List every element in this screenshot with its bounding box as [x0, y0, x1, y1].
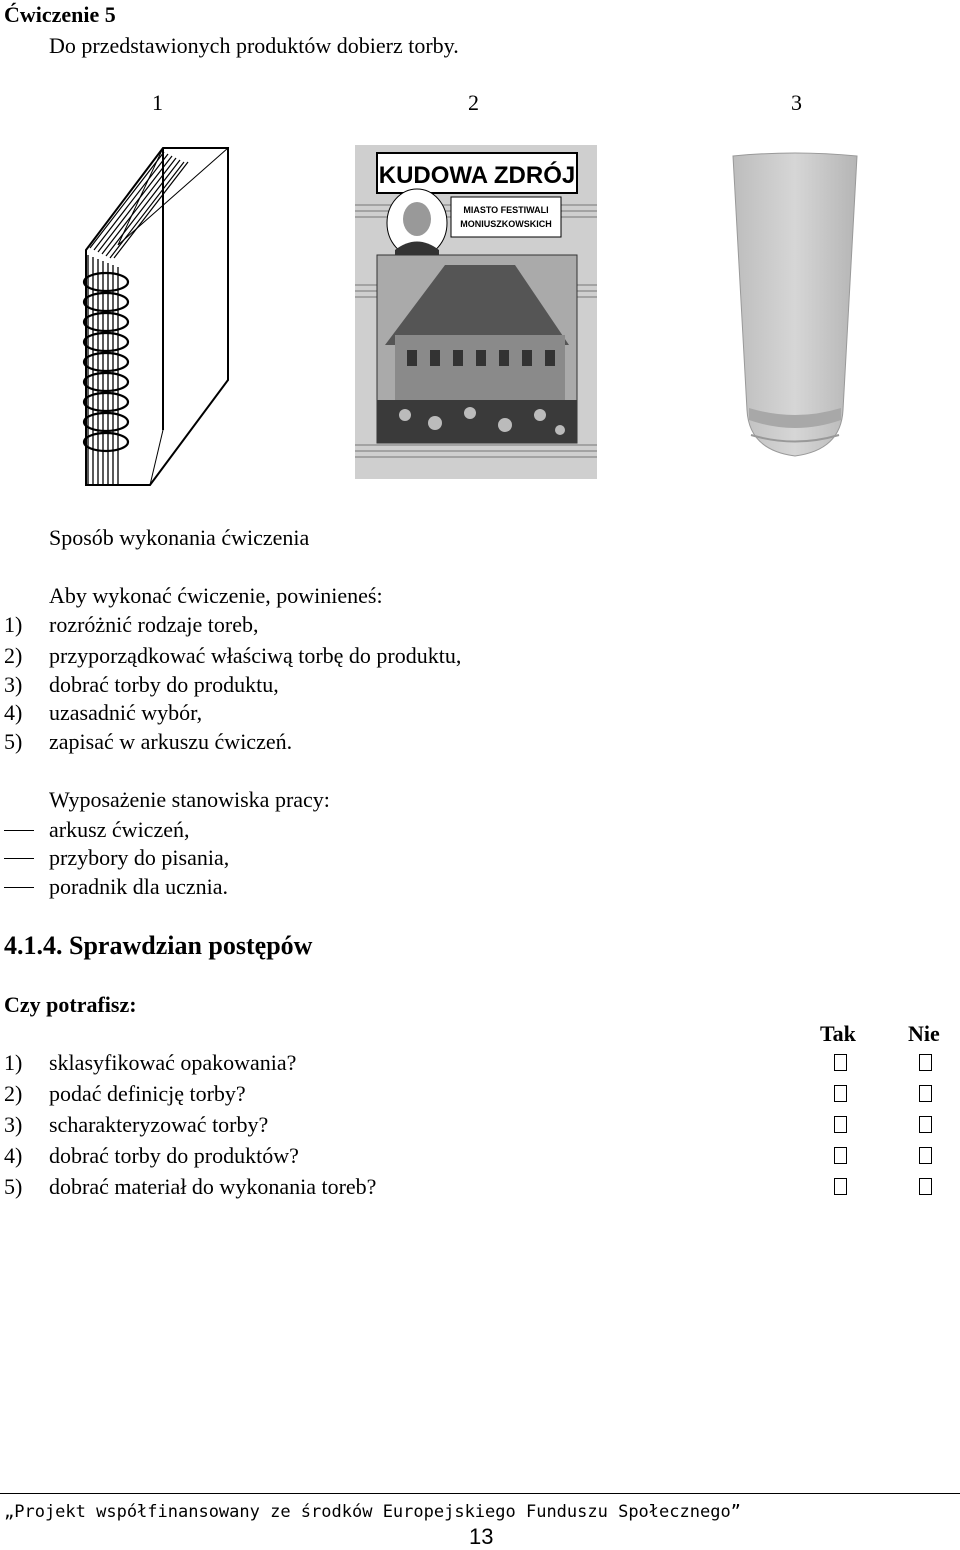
method-step-number: 3): [4, 672, 23, 697]
question-number: 3): [4, 1112, 23, 1137]
no-checkbox[interactable]: [919, 1116, 932, 1133]
poster-illustration: [355, 145, 597, 479]
question-number: 2): [4, 1081, 23, 1106]
section-title: 4.1.4. Sprawdzian postępów: [4, 931, 313, 960]
page-number: 13: [469, 1524, 494, 1549]
question-number: 4): [4, 1143, 23, 1168]
yes-checkbox[interactable]: [834, 1054, 847, 1071]
equipment-item-text: przybory do pisania,: [49, 845, 230, 870]
notebook-illustration: [78, 140, 238, 492]
equipment-item-text: arkusz ćwiczeń,: [49, 817, 190, 842]
no-checkbox[interactable]: [919, 1178, 932, 1195]
question-number: 5): [4, 1174, 23, 1199]
column-yes-header: Tak: [820, 1021, 856, 1046]
question-text: podać definicję torby?: [49, 1081, 246, 1106]
equipment-heading: Wyposażenie stanowiska pracy:: [49, 787, 330, 812]
yes-checkbox[interactable]: [834, 1085, 847, 1102]
question-text: dobrać torby do produktów?: [49, 1143, 299, 1168]
exercise-instruction: Do przedstawionych produktów dobierz torby.: [49, 33, 459, 58]
question-row: [0, 1050, 960, 1076]
equipment-item: [0, 874, 700, 900]
dash-bullet: [4, 830, 34, 831]
method-step-text: zapisać w arkuszu ćwiczeń.: [49, 729, 293, 754]
poster-subtitle-1: MIASTO FESTIWALI: [463, 205, 549, 215]
no-checkbox[interactable]: [919, 1085, 932, 1102]
question-text: scharakteryzować torby?: [49, 1112, 269, 1137]
poster-subtitle-2: MONIUSZKOWSKICH: [460, 219, 552, 229]
method-step-number: 4): [4, 700, 23, 725]
method-step-text: uzasadnić wybór,: [49, 700, 203, 725]
method-intro: Aby wykonać ćwiczenie, powinieneś:: [49, 583, 383, 608]
method-step: [0, 700, 700, 726]
method-step: [0, 612, 700, 638]
exercise-title: Ćwiczenie 5: [4, 2, 116, 27]
column-no-header: Nie: [908, 1021, 940, 1046]
product-number-3: 3: [791, 90, 802, 115]
dash-bullet: [4, 887, 34, 888]
question-row: [0, 1174, 960, 1200]
glass-illustration: [725, 150, 865, 462]
footer-text: „Projekt współfinansowany ze środków Europejskiego Funduszu Społecznego”: [4, 1502, 741, 1522]
method-step-text: przyporządkować właściwą torbę do produktu,: [49, 643, 462, 668]
method-step-text: dobrać torby do produktu,: [49, 672, 279, 697]
yes-checkbox[interactable]: [834, 1178, 847, 1195]
method-step-text: rozróżnić rodzaje toreb,: [49, 612, 259, 637]
product-number-2: 2: [468, 90, 479, 115]
yes-checkbox[interactable]: [834, 1147, 847, 1164]
question-text: dobrać materiał do wykonania toreb?: [49, 1174, 377, 1199]
dash-bullet: [4, 858, 34, 859]
product-number-1: 1: [152, 90, 163, 115]
question-heading: Czy potrafisz:: [4, 992, 137, 1017]
method-step-number: 2): [4, 643, 23, 668]
method-step: [0, 672, 700, 698]
footer-divider: [0, 1493, 960, 1494]
question-text: sklasyfikować opakowania?: [49, 1050, 297, 1075]
method-step: [0, 729, 700, 755]
method-heading: Sposób wykonania ćwiczenia: [49, 525, 310, 550]
equipment-item: [0, 817, 700, 843]
method-step-number: 5): [4, 729, 23, 754]
no-checkbox[interactable]: [919, 1147, 932, 1164]
equipment-item: [0, 845, 700, 871]
question-row: [0, 1143, 960, 1169]
method-step-number: 1): [4, 612, 23, 637]
method-step: [0, 643, 700, 669]
poster-title: KUDOWA ZDRÓJ: [378, 162, 576, 189]
question-row: [0, 1112, 960, 1138]
question-row: [0, 1081, 960, 1107]
equipment-item-text: poradnik dla ucznia.: [49, 874, 228, 899]
no-checkbox[interactable]: [919, 1054, 932, 1071]
question-number: 1): [4, 1050, 23, 1075]
yes-checkbox[interactable]: [834, 1116, 847, 1133]
